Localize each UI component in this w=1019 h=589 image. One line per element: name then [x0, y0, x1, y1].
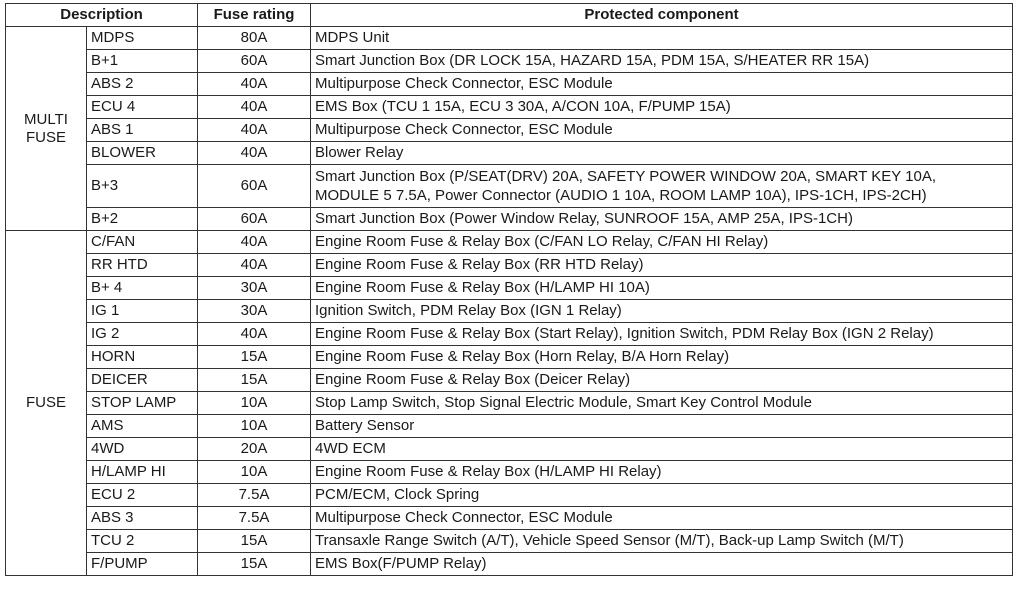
fuse-description: ECU 4	[87, 96, 198, 119]
protected-component: Engine Room Fuse & Relay Box (RR HTD Relay)	[311, 254, 1013, 277]
protected-component: Transaxle Range Switch (A/T), Vehicle Speed Sensor (M/T), Back-up Lamp Switch (M/T)	[311, 530, 1013, 553]
protected-component: Multipurpose Check Connector, ESC Module	[311, 119, 1013, 142]
fuse-rating: 10A	[198, 461, 311, 484]
table-row	[6, 73, 1013, 96]
protected-component: EMS Box (TCU 1 15A, ECU 3 30A, A/CON 10A, F/PUMP 15A)	[311, 96, 1013, 119]
table-row	[6, 369, 1013, 392]
fuse-rating: 10A	[198, 392, 311, 415]
table-row	[6, 277, 1013, 300]
header-fuse-rating: Fuse rating	[198, 4, 311, 27]
table-row	[6, 323, 1013, 346]
protected-component	[311, 165, 1013, 208]
protected-component: EMS Box(F/PUMP Relay)	[311, 553, 1013, 576]
fuse-description: AMS	[87, 415, 198, 438]
protected-component: Battery Sensor	[311, 415, 1013, 438]
table-row	[6, 438, 1013, 461]
table-row	[6, 208, 1013, 231]
fuse-rating: 80A	[198, 27, 311, 50]
protected-component: Multipurpose Check Connector, ESC Module	[311, 73, 1013, 96]
table-row	[6, 392, 1013, 415]
table-row	[6, 142, 1013, 165]
protected-component: Engine Room Fuse & Relay Box (H/LAMP HI Relay)	[311, 461, 1013, 484]
fuse-description: STOP LAMP	[87, 392, 198, 415]
fuse-description: IG 2	[87, 323, 198, 346]
table-row	[6, 119, 1013, 142]
fuse-description: ABS 2	[87, 73, 198, 96]
fuse-description: B+2	[87, 208, 198, 231]
fuse-description: ECU 2	[87, 484, 198, 507]
protected-component-line: Smart Junction Box (P/SEAT(DRV) 20A, SAFETY POWER WINDOW 20A, SMART KEY 10A,	[315, 168, 937, 185]
protected-component: Blower Relay	[311, 142, 1013, 165]
table-row	[6, 300, 1013, 323]
fuse-rating: 30A	[198, 277, 311, 300]
table-row	[6, 415, 1013, 438]
group-label	[6, 27, 87, 231]
fuse-description: DEICER	[87, 369, 198, 392]
table-row	[6, 553, 1013, 576]
table-row	[6, 461, 1013, 484]
protected-component: PCM/ECM, Clock Spring	[311, 484, 1013, 507]
fuse-rating: 40A	[198, 323, 311, 346]
fuse-rating: 40A	[198, 142, 311, 165]
fuse-description: BLOWER	[87, 142, 198, 165]
fuse-rating: 15A	[198, 346, 311, 369]
fuse-description: RR HTD	[87, 254, 198, 277]
fuse-description: HORN	[87, 346, 198, 369]
group-label-line: MULTI	[24, 110, 68, 128]
fuse-description: IG 1	[87, 300, 198, 323]
fuse-description: ABS 1	[87, 119, 198, 142]
table-row	[6, 50, 1013, 73]
fuse-rating: 10A	[198, 415, 311, 438]
fuse-description: ABS 3	[87, 507, 198, 530]
fuse-description: H/LAMP HI	[87, 461, 198, 484]
protected-component-line: MODULE 5 7.5A, Power Connector (AUDIO 1 10A, ROOM LAMP 10A), IPS-1CH, IPS-2CH)	[315, 187, 927, 204]
fuse-rating: 15A	[198, 530, 311, 553]
header-row	[6, 4, 1013, 27]
fuse-rating: 60A	[198, 50, 311, 73]
protected-component: Engine Room Fuse & Relay Box (C/FAN LO Relay, C/FAN HI Relay)	[311, 231, 1013, 254]
protected-component: Ignition Switch, PDM Relay Box (IGN 1 Relay)	[311, 300, 1013, 323]
protected-component: 4WD ECM	[311, 438, 1013, 461]
protected-component: Stop Lamp Switch, Stop Signal Electric Module, Smart Key Control Module	[311, 392, 1013, 415]
protected-component: MDPS Unit	[311, 27, 1013, 50]
header-description: Description	[6, 4, 198, 27]
table-row	[6, 27, 1013, 50]
fuse-description: F/PUMP	[87, 553, 198, 576]
fuse-rating: 40A	[198, 254, 311, 277]
fuse-rating: 7.5A	[198, 484, 311, 507]
fuse-table-container	[5, 3, 1013, 576]
fuse-description: B+1	[87, 50, 198, 73]
fuse-description: C/FAN	[87, 231, 198, 254]
fuse-rating: 60A	[198, 165, 311, 208]
fuse-rating: 40A	[198, 96, 311, 119]
group-label	[6, 231, 87, 576]
protected-component: Smart Junction Box (Power Window Relay, SUNROOF 15A, AMP 25A, IPS-1CH)	[311, 208, 1013, 231]
table-row	[6, 530, 1013, 553]
table-row	[6, 165, 1013, 208]
fuse-rating: 15A	[198, 369, 311, 392]
table-row	[6, 507, 1013, 530]
fuse-rating: 7.5A	[198, 507, 311, 530]
protected-component: Engine Room Fuse & Relay Box (Horn Relay, B/A Horn Relay)	[311, 346, 1013, 369]
fuse-description: 4WD	[87, 438, 198, 461]
protected-component: Engine Room Fuse & Relay Box (Deicer Relay)	[311, 369, 1013, 392]
fuse-rating: 15A	[198, 553, 311, 576]
fuse-table	[5, 3, 1013, 576]
fuse-rating: 60A	[198, 208, 311, 231]
table-row	[6, 346, 1013, 369]
group-label-line: FUSE	[25, 128, 66, 146]
table-row	[6, 231, 1013, 254]
fuse-description: MDPS	[87, 27, 198, 50]
protected-component: Smart Junction Box (DR LOCK 15A, HAZARD 15A, PDM 15A, S/HEATER RR 15A)	[311, 50, 1013, 73]
table-row	[6, 254, 1013, 277]
fuse-rating: 40A	[198, 231, 311, 254]
fuse-description: B+ 4	[87, 277, 198, 300]
fuse-table-body	[6, 27, 1013, 576]
fuse-rating: 40A	[198, 73, 311, 96]
table-row	[6, 484, 1013, 507]
group-label-line: FUSE	[25, 394, 66, 411]
fuse-description: B+3	[87, 165, 198, 208]
protected-component: Engine Room Fuse & Relay Box (Start Relay), Ignition Switch, PDM Relay Box (IGN 2 Relay)	[311, 323, 1013, 346]
table-row	[6, 96, 1013, 119]
fuse-rating: 40A	[198, 119, 311, 142]
protected-component: Multipurpose Check Connector, ESC Module	[311, 507, 1013, 530]
protected-component: Engine Room Fuse & Relay Box (H/LAMP HI 10A)	[311, 277, 1013, 300]
header-protected-component: Protected component	[311, 4, 1013, 27]
fuse-rating: 20A	[198, 438, 311, 461]
fuse-description: TCU 2	[87, 530, 198, 553]
fuse-rating: 30A	[198, 300, 311, 323]
